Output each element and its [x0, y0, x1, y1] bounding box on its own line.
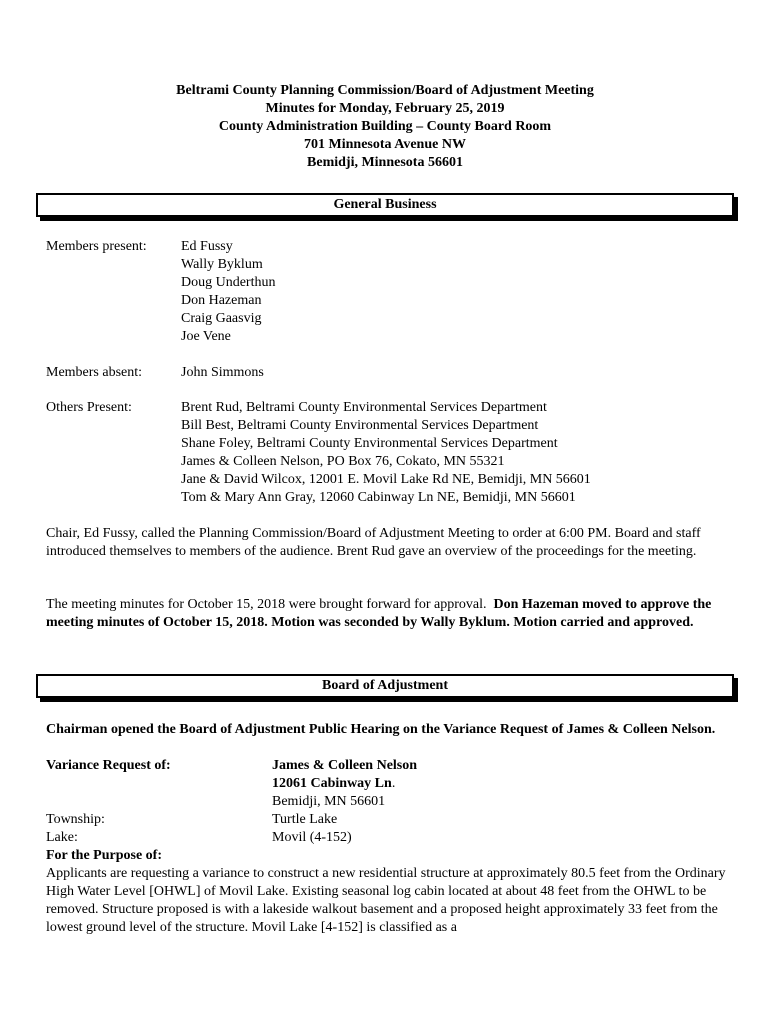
- absent-member-name: John Simmons: [181, 365, 264, 380]
- township-label: Township:: [46, 812, 105, 827]
- members-present-list: [181, 238, 276, 346]
- section-board-of-adjustment: Board of Adjustment: [36, 674, 734, 698]
- members-absent: [46, 364, 736, 382]
- purpose-label: For the Purpose of:: [46, 848, 162, 863]
- member-name: Joe Vene: [181, 329, 231, 344]
- attendee: James & Colleen Nelson, PO Box 76, Cokato, MN 55321: [181, 454, 505, 469]
- members-present-label: Members present:: [46, 239, 147, 254]
- member-name: Wally Byklum: [181, 257, 263, 272]
- header-date: Minutes for Monday, February 25, 2019: [265, 101, 505, 116]
- minutes-text: The meeting minutes for October 15, 2018 were brought forward for approval.: [46, 597, 487, 612]
- variance-request-label: Variance Request of:: [46, 758, 171, 773]
- others-present-label: Others Present:: [46, 400, 132, 415]
- lake-label: Lake:: [46, 830, 78, 845]
- members-absent-label: Members absent:: [46, 365, 143, 380]
- document-header: [0, 82, 770, 172]
- section-general-business: General Business: [36, 193, 734, 217]
- member-name: Ed Fussy: [181, 239, 233, 254]
- member-name: Doug Underthun: [181, 275, 276, 290]
- applicant-city: Bemidji, MN 56601: [272, 794, 386, 809]
- attendee: Shane Foley, Beltrami County Environmental Services Department: [181, 436, 558, 451]
- attendee: Bill Best, Beltrami County Environmental Services Department: [181, 418, 539, 433]
- township-value: Turtle Lake: [272, 812, 338, 827]
- header-city: Bemidji, Minnesota 56601: [307, 155, 463, 170]
- lake-value: Movil (4-152): [272, 830, 352, 845]
- member-name: Don Hazeman: [181, 293, 262, 308]
- call-to-order-paragraph: Chair, Ed Fussy, called the Planning Commission/Board of Adjustment Meeting to order at 6:00 PM. Board and staff introduced themselves to members of the audience. Brent Rud gave an overview of the proceedings for the meeting.: [46, 526, 701, 559]
- variance-request-block: [46, 757, 736, 847]
- others-present-list: [181, 399, 591, 507]
- minutes-motion: Don Hazeman moved to approve the meeting minutes of October 15, 2018. Motion was seconded by Wally Byklum. Motion carried and approved.: [46, 597, 712, 630]
- header-location: County Administration Building – County Board Room: [218, 119, 552, 134]
- applicant-street: 12061 Cabinway Ln: [272, 776, 392, 791]
- applicant-street-suffix: .: [391, 776, 396, 791]
- others-present: [46, 399, 736, 507]
- attendee: Jane & David Wilcox, 12001 E. Movil Lake Rd NE, Bemidji, MN 56601: [181, 472, 591, 487]
- members-present: [46, 238, 736, 346]
- purpose-paragraph: Applicants are requesting a variance to construct a new residential structure at approximately 80.5 feet from the Ordinary High Water Level [OHWL] of Movil Lake. Existing seasonal log cabin located at about 48 feet from the OHWL to be removed. Structure proposed is with a lakeside walkout basement and a proposed height approximately 33 feet from the lowest ground level of the structure. Movil Lake [4-152] is classified as a: [46, 866, 726, 935]
- header-title: Beltrami County Planning Commission/Board of Adjustment Meeting: [176, 83, 594, 98]
- minutes-approval-paragraph: [46, 596, 736, 632]
- attendee: Brent Rud, Beltrami County Environmental Services Department: [181, 400, 547, 415]
- member-name: Craig Gaasvig: [181, 311, 262, 326]
- attendee: Tom & Mary Ann Gray, 12060 Cabinway Ln NE, Bemidji, MN 56601: [181, 490, 576, 505]
- applicant-name: James & Colleen Nelson: [272, 758, 418, 773]
- header-street: 701 Minnesota Avenue NW: [304, 137, 466, 152]
- hearing-opening: Chairman opened the Board of Adjustment Public Hearing on the Variance Request of James & Colleen Nelson.: [46, 722, 716, 737]
